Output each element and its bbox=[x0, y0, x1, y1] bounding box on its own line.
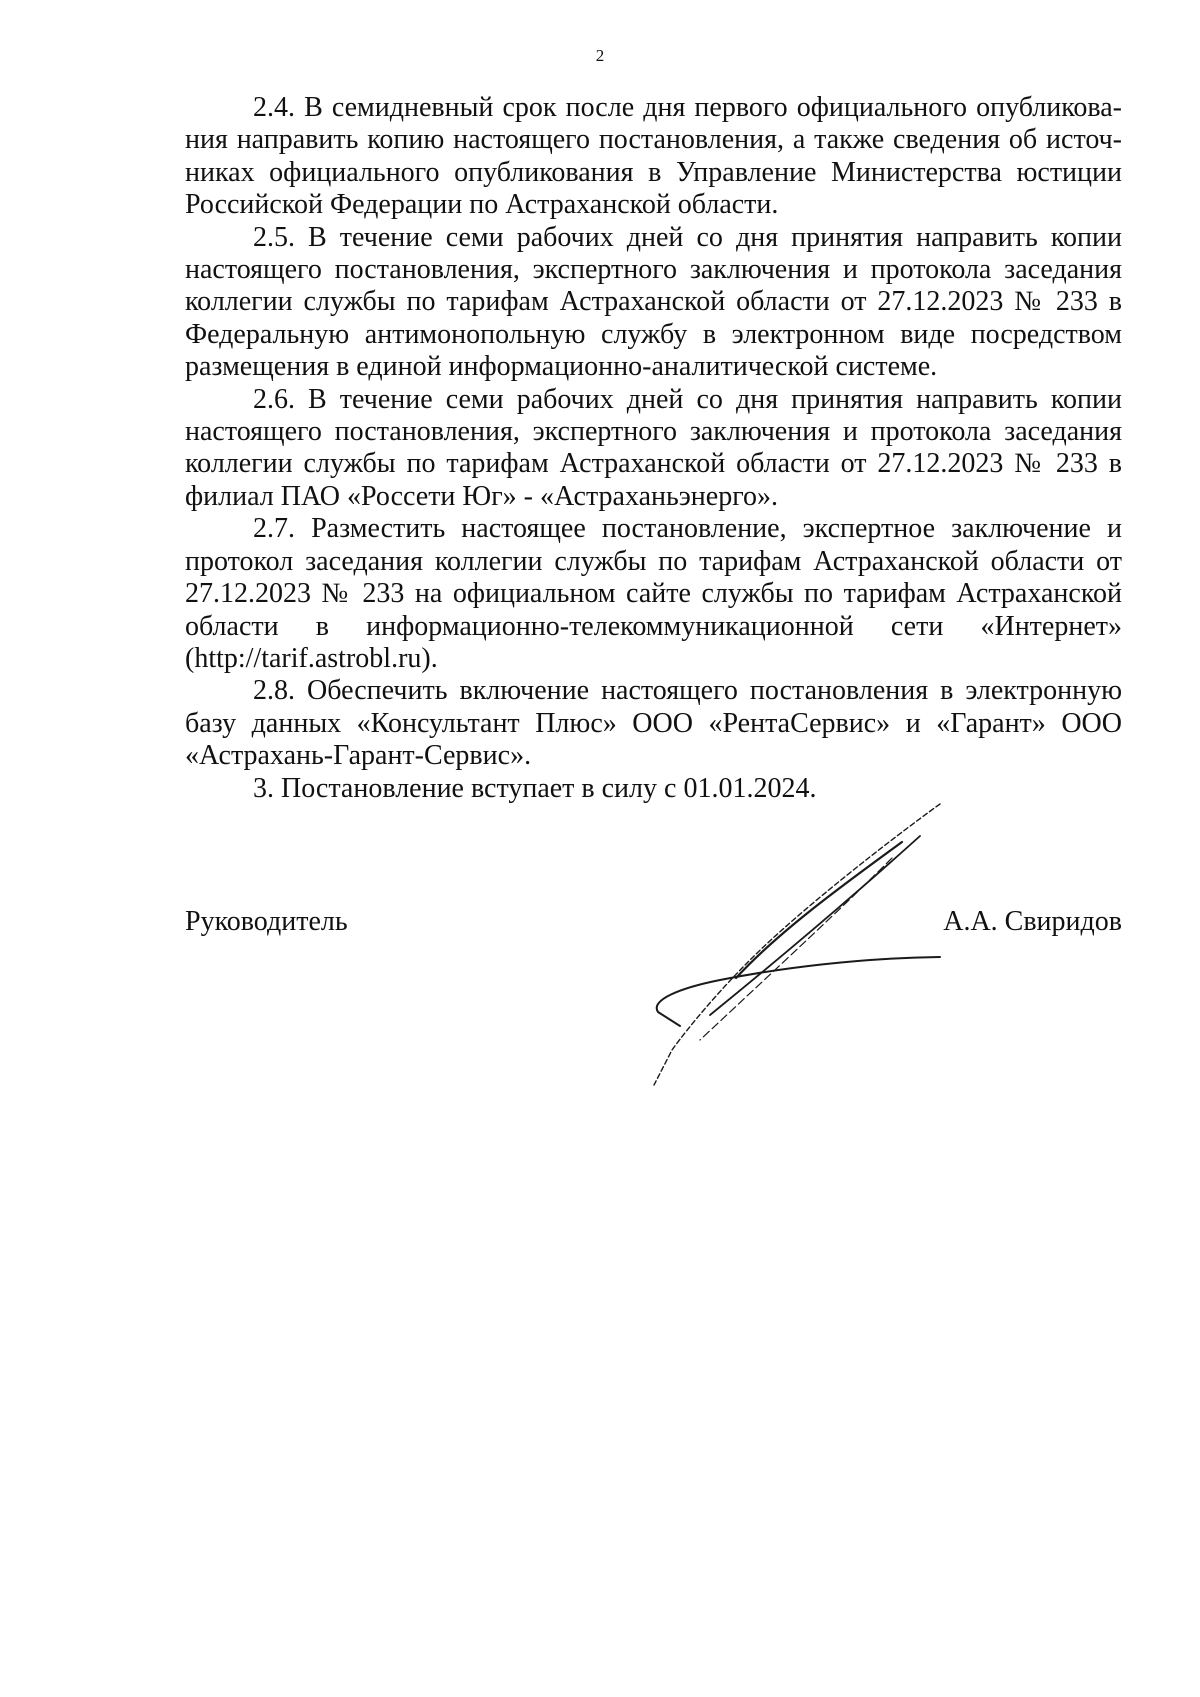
paragraph-2-8: 2.8. Обеспечить включение настоящего постановления в электронную базу данных «Консультант Плюс» ООО «РентаСервис» и «Гарант» ООО «Астрахань-Гарант-Сервис». bbox=[185, 675, 1122, 772]
handwritten-signature bbox=[640, 800, 960, 1100]
paragraph-2-7: 2.7. Разместить настоящее постановление, экспертное заключение и протокол заседания коллегии службы по тарифам Астраханской области от 27.12.2023 № 233 на официальном сайте службы по тарифам Астраханской области в информационно-телекоммуникационной сети «Интернет» (http://tarif.astrobl.ru). bbox=[185, 513, 1122, 674]
paragraph-2-5: 2.5. В течение семи рабочих дней со дня принятия направить копии настоящего постановления, экспертного заключения и протокола заседания коллегии службы по тарифам Астраханской области от 27.12.2023 № 233 в Федеральную антимонопольную службу в электронном виде посредством размещения в единой информационно-аналитической системе. bbox=[185, 221, 1122, 383]
paragraph-3: 3. Постановление вступает в силу с 01.01.2024. bbox=[253, 772, 817, 804]
document-body bbox=[185, 92, 1122, 805]
page-number: 2 bbox=[595, 46, 605, 65]
paragraph-2-4: 2.4. В семидневный срок после дня первого официального опубликования направить копию настоящего постановления, а также сведения об источниках официального опубликования в Управление Министерства юстиции Российской Федерации по Астраханской области. bbox=[185, 92, 1122, 221]
paragraph-2-6: 2.6. В течение семи рабочих дней со дня принятия направить копии настоящего постановления, экспертного заключения и протокола заседания коллегии службы по тарифам Астраханской области от 27.12.2023 № 233 в филиал ПАО «Россети Юг» - «Астраханьэнерго». bbox=[185, 383, 1122, 512]
signatory-name: А.А. Свиридов bbox=[943, 906, 1122, 937]
signatory-role: Руководитель bbox=[185, 906, 348, 937]
